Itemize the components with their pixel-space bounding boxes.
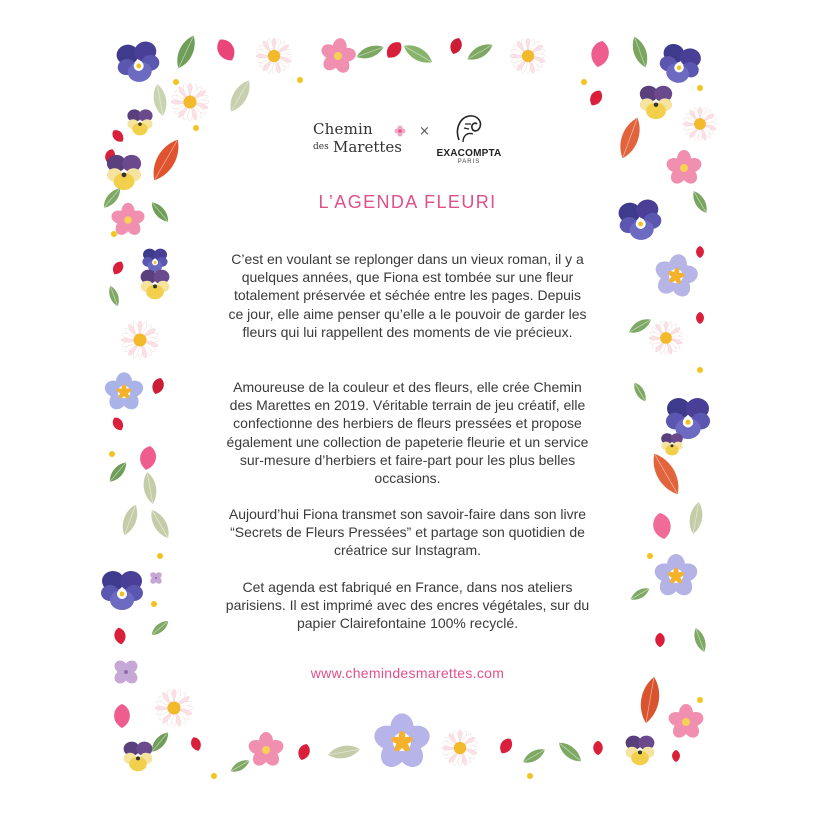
- mimosa-dot-icon: [297, 77, 303, 83]
- leaf-icon: [629, 585, 652, 603]
- mimosa-dot-icon: [527, 773, 533, 779]
- primrose-icon: [371, 713, 433, 772]
- logo-chemin-word: Chemin: [313, 120, 373, 138]
- rose-petal-icon: [696, 312, 704, 324]
- leaf-icon: [691, 627, 708, 654]
- daisy-icon: [121, 321, 159, 359]
- pansy-icon: [101, 571, 143, 610]
- rose-petal-icon: [672, 750, 680, 762]
- primrose-icon: [103, 372, 146, 413]
- exacompta-name: EXACOMPTA: [436, 148, 502, 159]
- daisy-icon: [256, 38, 292, 74]
- leaf-icon: [687, 501, 705, 535]
- leaf-icon: [107, 284, 122, 307]
- rose-petal-icon: [593, 741, 602, 755]
- paragraph-fabrication: Cet agenda est fabriqué en France, dans nos ateliers parisiens. Il est imprimé avec des encres végétales, sur du papier Clairefontaine 100% recyclé.: [225, 579, 590, 632]
- leaf-icon: [141, 471, 159, 505]
- pansy-icon: [142, 249, 167, 272]
- leaf-icon: [637, 675, 662, 724]
- rose-petal-icon: [113, 627, 127, 645]
- leaf-icon: [647, 449, 686, 498]
- pink-flower-icon: [247, 732, 286, 769]
- chemin-des-marettes-logo: [313, 120, 413, 156]
- leaf-icon: [327, 743, 361, 761]
- rose-petal-icon: [213, 36, 239, 65]
- rose-petal-icon: [497, 736, 515, 756]
- pink-flower-icon: [667, 704, 706, 741]
- pansy-icon: [666, 398, 710, 439]
- rose-petal-icon: [110, 259, 125, 276]
- mimosa-dot-icon: [697, 367, 703, 373]
- logo-separator: ×: [419, 124, 430, 139]
- rose-petal-icon: [651, 511, 673, 540]
- rose-petal-icon: [189, 736, 203, 753]
- leaf-icon: [106, 459, 129, 484]
- leaf-icon: [229, 757, 252, 775]
- leaf-icon: [172, 33, 199, 71]
- logo-marettes-word: Marettes: [333, 138, 402, 156]
- rose-petal-icon: [296, 742, 312, 762]
- mimosa-dot-icon: [647, 553, 653, 559]
- logo-bar: [0, 112, 815, 172]
- mimosa-dot-icon: [581, 79, 587, 85]
- primrose-icon: [649, 250, 704, 303]
- leaf-icon: [401, 41, 435, 68]
- rose-petal-icon: [110, 415, 125, 432]
- leaf-icon: [629, 35, 651, 70]
- mimosa-dot-icon: [697, 697, 703, 703]
- daisy-icon: [510, 38, 546, 74]
- leaf-icon: [355, 42, 386, 62]
- leaf-icon: [555, 739, 584, 766]
- website-link[interactable]: www.chemindesmarettes.com: [310, 665, 505, 681]
- pansy-icon: [656, 41, 704, 87]
- yellow-pansy-icon: [626, 736, 655, 766]
- rose-petal-icon: [655, 633, 664, 647]
- rose-petal-icon: [138, 445, 158, 471]
- pansy-icon: [114, 40, 162, 86]
- lilac-icon: [149, 571, 163, 585]
- rose-petal-icon: [587, 88, 605, 108]
- primrose-icon: [652, 554, 699, 599]
- mimosa-dot-icon: [157, 553, 163, 559]
- paragraph-book: Aujourd’hui Fiona transmet son savoir-faire dans son livre “Secrets de Fleurs Pressées” et partage son quotidien de créatrice sur Instagram.: [228, 506, 587, 559]
- yellow-pansy-icon: [124, 742, 153, 772]
- leaf-icon: [627, 316, 654, 337]
- yellow-pansy-icon: [661, 433, 683, 455]
- exacompta-mark-icon: [451, 112, 487, 146]
- mimosa-dot-icon: [211, 773, 217, 779]
- flower-icon: [393, 124, 407, 138]
- rose-petal-icon: [114, 704, 130, 728]
- daisy-icon: [155, 689, 193, 727]
- mimosa-dot-icon: [111, 231, 117, 237]
- rose-petal-icon: [589, 39, 611, 68]
- rose-petal-icon: [383, 39, 405, 62]
- mimosa-dot-icon: [151, 601, 157, 607]
- rose-petal-icon: [696, 246, 704, 258]
- leaf-icon: [149, 618, 171, 638]
- mimosa-dot-icon: [697, 85, 703, 91]
- pink-flower-icon: [316, 35, 360, 78]
- paragraph-story: C’est en voulant se replonger dans un vieux roman, il y a quelques années, que Fiona est tombée sur une fleur totalement préservée et séchée entre les pages. Depuis ce jour, elle aime penser qu’elle a le pouvoir de garder les fleurs qui lui rappellent des moments de vie précieux.: [228, 251, 587, 340]
- paragraph-brand: Amoureuse de la couleur et des fleurs, elle crée Chemin des Marettes en 2019. Véritable terrain de jeu créatif, elle confectionne des herbiers de fleurs pressées et propose également une collection de papeterie fleurie et un service sur-mesure d’herbiers et faire-part pour les plus belles occasions.: [226, 379, 589, 487]
- exacompta-city: PARIS: [457, 159, 481, 165]
- yellow-pansy-icon: [141, 270, 170, 300]
- leaf-icon: [465, 40, 495, 64]
- logo-des-word: des: [313, 142, 329, 152]
- leaf-icon: [631, 381, 649, 404]
- page-title: L’AGENDA FLEURI: [318, 192, 497, 212]
- rose-petal-icon: [150, 376, 166, 396]
- leaf-icon: [521, 746, 548, 767]
- daisy-icon: [442, 730, 478, 766]
- leaf-icon: [225, 77, 255, 115]
- mimosa-dot-icon: [173, 79, 179, 85]
- daisy-icon: [649, 321, 683, 355]
- leaf-icon: [147, 507, 174, 541]
- mimosa-dot-icon: [109, 451, 115, 457]
- leaf-icon: [119, 503, 141, 538]
- rose-petal-icon: [448, 36, 464, 56]
